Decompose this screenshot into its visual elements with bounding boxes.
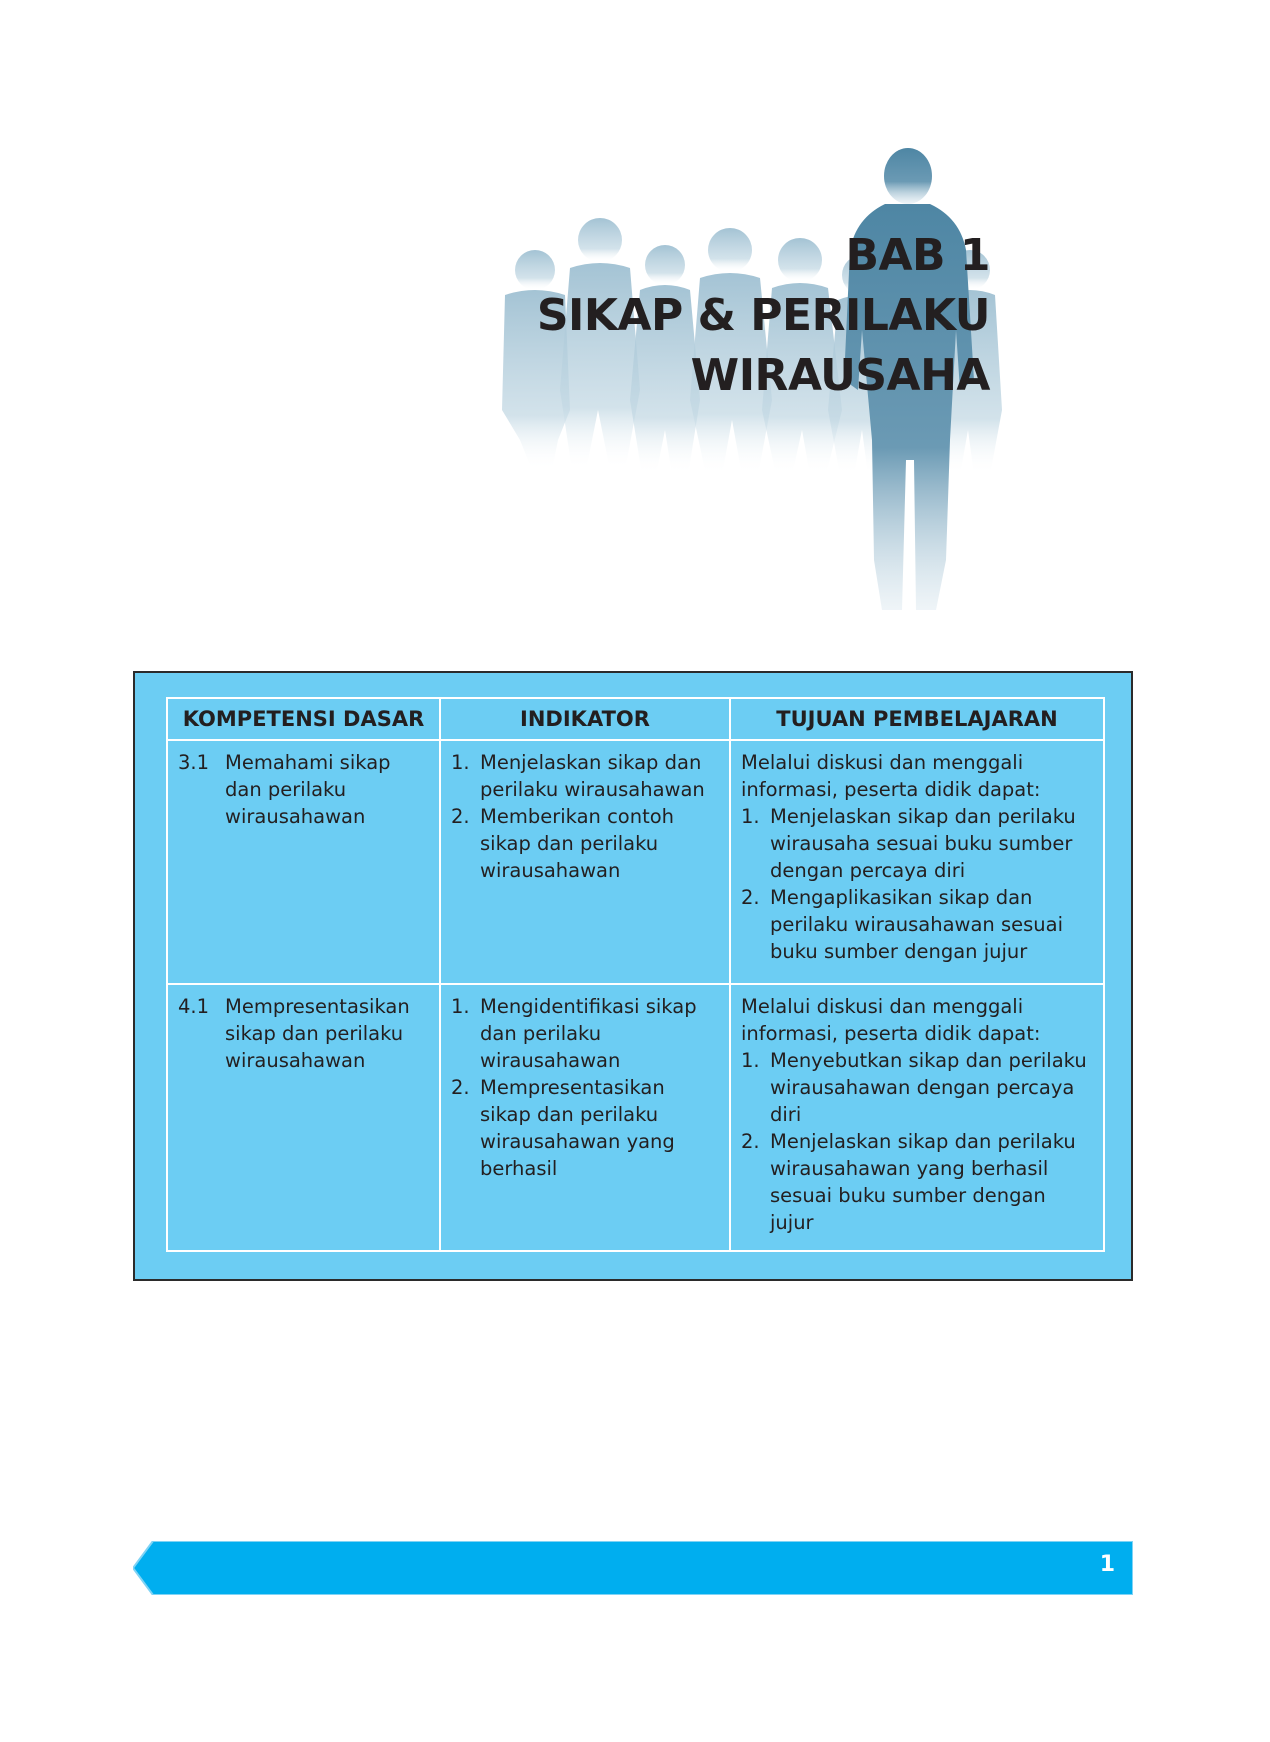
tujuan-cell <box>730 740 1104 984</box>
header-tujuan-pembelajaran: TUJUAN PEMBELAJARAN <box>730 698 1104 740</box>
item-number: 1. <box>451 751 470 774</box>
list-item <box>741 1047 1093 1128</box>
list-item <box>451 1074 719 1182</box>
item-text: Memberikan contoh sikap dan perilaku wirausahawan <box>480 805 675 882</box>
kd-text: Memahami sikap dan perilaku wirausahawan <box>225 751 391 828</box>
chapter-title <box>537 226 990 406</box>
tujuan-cell <box>730 984 1104 1251</box>
item-text: Menjelaskan sikap dan perilaku wirausaha sesuai buku sumber dengan percaya diri <box>770 805 1076 882</box>
list-item <box>741 1128 1093 1236</box>
item-number: 1. <box>741 805 760 828</box>
page-number: 1 <box>1099 1552 1115 1577</box>
kd-text: Mempresentasikan sikap dan perilaku wirausahawan <box>225 995 410 1072</box>
item-number: 1. <box>451 995 470 1018</box>
item-text: Menyebutkan sikap dan perilaku wirausahawan dengan percaya diri <box>770 1049 1087 1126</box>
footer-bar <box>133 1541 1133 1595</box>
item-number: 2. <box>451 805 470 828</box>
tujuan-intro: Melalui diskusi dan menggali informasi, peserta didik dapat: <box>741 995 1041 1045</box>
kd-cell <box>167 740 440 984</box>
table-header-row <box>167 698 1104 740</box>
item-text: Mempresentasikan sikap dan perilaku wirausahawan yang berhasil <box>480 1076 675 1180</box>
chapter-title-line-1: SIKAP & PERILAKU <box>536 290 990 341</box>
list-item <box>451 749 719 803</box>
item-text: Mengidentifikasi sikap dan perilaku wirausahawan <box>480 995 697 1072</box>
header-kompetensi-dasar: KOMPETENSI DASAR <box>167 698 440 740</box>
item-text: Mengaplikasikan sikap dan perilaku wirausahawan sesuai buku sumber dengan jujur <box>770 886 1064 963</box>
item-number: 1. <box>741 1049 760 1072</box>
list-item <box>451 993 719 1074</box>
header-indikator: INDIKATOR <box>440 698 730 740</box>
kd-number: 4.1 <box>178 995 210 1018</box>
item-number: 2. <box>741 886 760 909</box>
competency-panel <box>133 671 1133 1281</box>
list-item <box>451 803 719 884</box>
footer-arrow-shape <box>133 1541 1133 1595</box>
kd-number: 3.1 <box>178 751 210 774</box>
chapter-label: BAB 1 <box>845 230 990 281</box>
list-item <box>741 803 1093 884</box>
item-text: Menjelaskan sikap dan perilaku wirausahawan yang berhasil sesuai buku sumber dengan jujur <box>770 1130 1076 1234</box>
item-number: 2. <box>741 1130 760 1153</box>
table-row <box>167 984 1104 1251</box>
item-text: Menjelaskan sikap dan perilaku wirausahawan <box>480 751 705 801</box>
kd-cell <box>167 984 440 1251</box>
indikator-cell <box>440 984 730 1251</box>
chapter-title-line-2: WIRAUSAHA <box>690 350 990 401</box>
competency-table <box>166 697 1105 1252</box>
table-row <box>167 740 1104 984</box>
tujuan-intro: Melalui diskusi dan menggali informasi, peserta didik dapat: <box>741 751 1041 801</box>
list-item <box>741 884 1093 965</box>
indikator-cell <box>440 740 730 984</box>
item-number: 2. <box>451 1076 470 1099</box>
